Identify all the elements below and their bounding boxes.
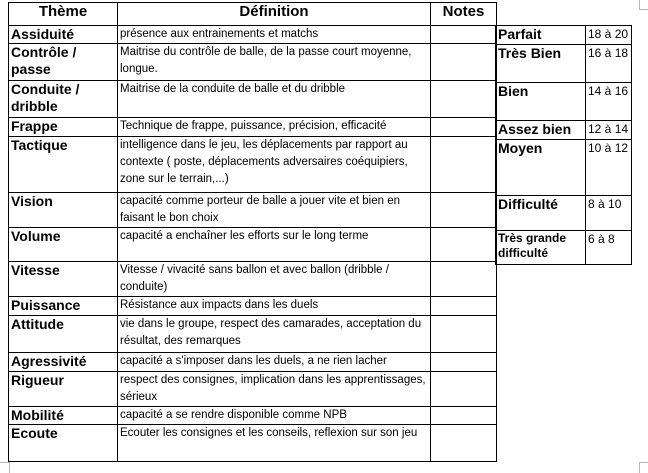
table-row bbox=[9, 228, 497, 262]
table-row bbox=[9, 316, 497, 353]
table-row bbox=[9, 407, 497, 425]
definition-cell: Maitrise de la conduite de balle et du dribble bbox=[118, 81, 431, 118]
notes-cell[interactable] bbox=[431, 372, 497, 407]
table-row bbox=[9, 193, 497, 228]
grade-range: 6 à 8 bbox=[586, 231, 632, 265]
definition-cell: présence aux entrainements et matchs bbox=[118, 26, 431, 44]
evaluation-table bbox=[8, 2, 497, 462]
grade-row bbox=[496, 121, 632, 140]
theme-cell: Vitesse bbox=[9, 262, 118, 297]
table-row bbox=[9, 26, 497, 44]
page-corner-mark bbox=[639, 462, 640, 473]
notes-cell[interactable] bbox=[431, 262, 497, 297]
grade-level: Moyen bbox=[496, 140, 586, 196]
definition-cell: vie dans le groupe, respect des camarades, acceptation du résultat, des remarques bbox=[118, 316, 431, 353]
grade-row bbox=[496, 140, 632, 196]
grade-row bbox=[496, 83, 632, 121]
page-corner-mark bbox=[639, 462, 648, 463]
definition-cell: capacité a enchaîner les efforts sur le long terme bbox=[118, 228, 431, 262]
definition-cell: intelligence dans le jeu, les déplacements par rapport au contexte ( poste, déplacements adversaires coéquipiers, zone sur le terrain,...) bbox=[118, 137, 431, 193]
notes-cell[interactable] bbox=[431, 425, 497, 462]
definition-cell: capacité a s'imposer dans les duels, a ne rien lacher bbox=[118, 353, 431, 372]
theme-cell: Conduite / dribble bbox=[9, 81, 118, 118]
grade-level: Assez bien bbox=[496, 121, 586, 140]
notes-cell[interactable] bbox=[431, 228, 497, 262]
notes-cell[interactable] bbox=[431, 407, 497, 425]
grade-row bbox=[496, 45, 632, 83]
notes-cell[interactable] bbox=[431, 316, 497, 353]
grade-row bbox=[496, 196, 632, 231]
header-theme: Thème bbox=[9, 3, 118, 26]
theme-cell: Agressivité bbox=[9, 353, 118, 372]
header-definition: Définition bbox=[118, 3, 431, 26]
table-row bbox=[9, 262, 497, 297]
grading-scale-table bbox=[495, 25, 632, 265]
table-row bbox=[9, 44, 497, 81]
page-corner-mark bbox=[9, 462, 10, 473]
notes-cell[interactable] bbox=[431, 81, 497, 118]
definition-cell: Ecouter les consignes et les conseils, reflexion sur son jeu bbox=[118, 425, 431, 462]
notes-cell[interactable] bbox=[431, 26, 497, 44]
definition-cell: Résistance aux impacts dans les duels bbox=[118, 297, 431, 316]
grade-range: 16 à 18 bbox=[586, 45, 632, 83]
table-row bbox=[9, 425, 497, 462]
grade-range: 10 à 12 bbox=[586, 140, 632, 196]
theme-cell: Rigueur bbox=[9, 372, 118, 407]
table-row bbox=[9, 372, 497, 407]
grade-range: 14 à 16 bbox=[586, 83, 632, 121]
theme-cell: Puissance bbox=[9, 297, 118, 316]
definition-cell: Technique de frappe, puissance, précision, efficacité bbox=[118, 118, 431, 137]
grade-row bbox=[496, 231, 632, 265]
theme-cell: Mobilité bbox=[9, 407, 118, 425]
grade-level: Parfait bbox=[496, 26, 586, 45]
table-row bbox=[9, 353, 497, 372]
definition-cell: respect des consignes, implication dans les apprentissages, sérieux bbox=[118, 372, 431, 407]
header-notes: Notes bbox=[431, 3, 497, 26]
notes-cell[interactable] bbox=[431, 137, 497, 193]
grade-row bbox=[496, 26, 632, 45]
definition-cell: Maitrise du contrôle de balle, de la passe court moyenne, longue. bbox=[118, 44, 431, 81]
notes-cell[interactable] bbox=[431, 44, 497, 81]
theme-cell: Contrôle / passe bbox=[9, 44, 118, 81]
theme-cell: Volume bbox=[9, 228, 118, 262]
grade-level: Bien bbox=[496, 83, 586, 121]
theme-cell: Attitude bbox=[9, 316, 118, 353]
theme-cell: Ecoute bbox=[9, 425, 118, 462]
table-row bbox=[9, 81, 497, 118]
notes-cell[interactable] bbox=[431, 118, 497, 137]
notes-cell[interactable] bbox=[431, 193, 497, 228]
grade-level: Très grande difficulté bbox=[496, 231, 586, 265]
grade-level: Difficulté bbox=[496, 196, 586, 231]
theme-cell: Frappe bbox=[9, 118, 118, 137]
table-row bbox=[9, 137, 497, 193]
definition-cell: Vitesse / vivacité sans ballon et avec ballon (dribble / conduite) bbox=[118, 262, 431, 297]
definition-cell: capacité comme porteur de balle a jouer vite et bien en faisant le bon choix bbox=[118, 193, 431, 228]
table-row bbox=[9, 297, 497, 316]
theme-cell: Vision bbox=[9, 193, 118, 228]
grade-level: Très Bien bbox=[496, 45, 586, 83]
grade-range: 8 à 10 bbox=[586, 196, 632, 231]
notes-cell[interactable] bbox=[431, 297, 497, 316]
header-row bbox=[9, 3, 497, 26]
grade-range: 12 à 14 bbox=[586, 121, 632, 140]
definition-cell: capacité a se rendre disponible comme NPB bbox=[118, 407, 431, 425]
notes-cell[interactable] bbox=[431, 353, 497, 372]
theme-cell: Tactique bbox=[9, 137, 118, 193]
theme-cell: Assiduité bbox=[9, 26, 118, 44]
page-corner-mark bbox=[639, 9, 648, 10]
grade-range: 18 à 20 bbox=[586, 26, 632, 45]
table-row bbox=[9, 118, 497, 137]
